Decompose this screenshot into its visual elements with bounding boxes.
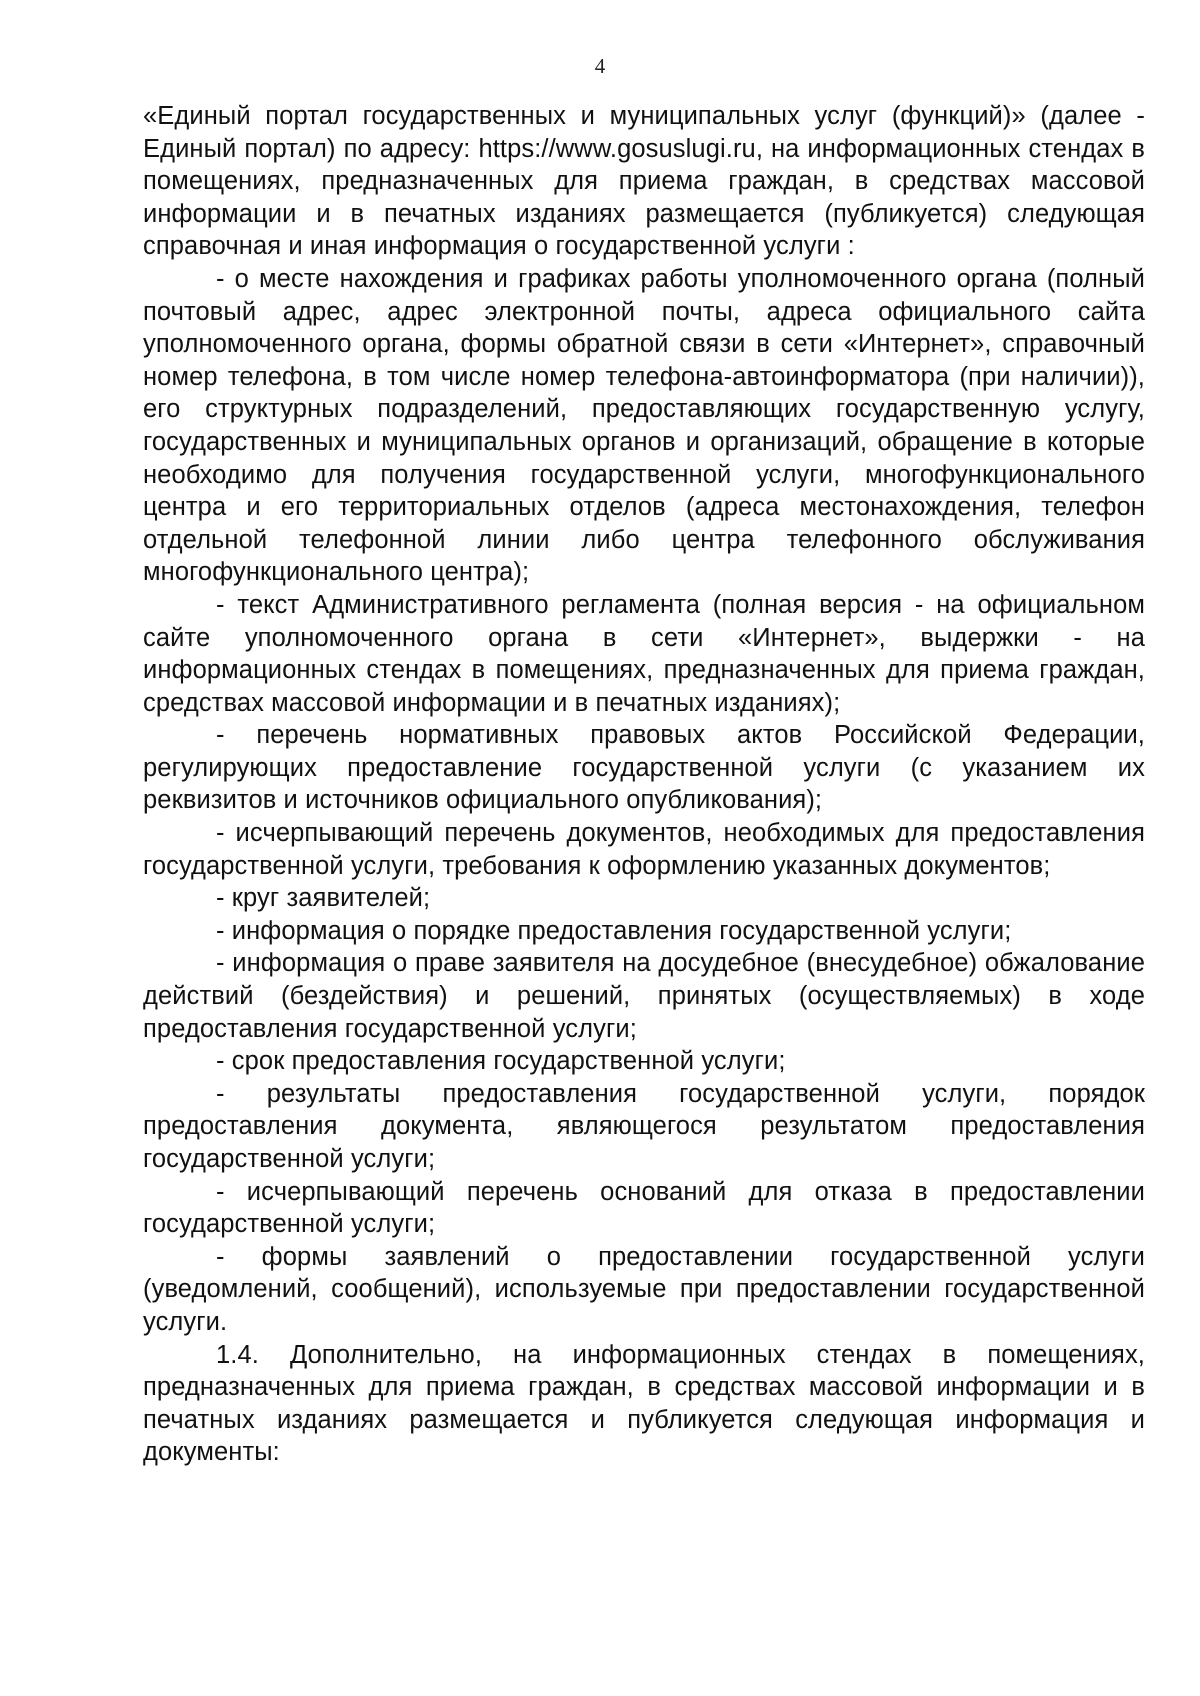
list-item-applicants: - круг заявителей; (216, 884, 431, 913)
paragraph-portal-info: «Единый портал государственных и муниципальных услуг (функций)» (далее - Единый портал) по адресу: https://www.gosuslugi.ru, на информационных стендах в помещениях, предназначенных для приема граждан, в средствах массовой информации и в печатных изданиях размещается (публикуется) следующая справочная и иная информация о государственной услуги : (143, 102, 1145, 261)
list-item-location-schedule: - о месте нахождения и графиках работы уполномоченного органа (полный почтовый адрес, адрес электронной почты, адреса официального сайта уполномоченного органа, формы обратной связи в сети «Интернет», справочный номер телефона, в том числе номер телефона-автоинформатора (при наличии)), его структурных подразделений, предоставляющих государственную услугу, государственных и муниципальных органов и организаций, обращение в которые необходимо для получения государственной услуги, многофункционального центра и его территориальных отделов (адреса местонахождения, телефон отдельной телефонной линии либо центра телефонного обслуживания многофункционального центра); (143, 264, 1145, 587)
list-item-documents-list: - исчерпывающий перечень документов, необходимых для предоставления государственной услуги, требования к оформлению указанных документов; (143, 819, 1145, 880)
list-item-regulation-text: - текст Административного регламента (полная версия - на официальном сайте уполномоченного органа в сети «Интернет», выдержки - на информационных стендах в помещениях, предназначенных для приема граждан, средствах массовой информации и в печатных изданиях); (143, 590, 1145, 717)
page-number: 4 (594, 54, 606, 78)
list-item-application-forms: - формы заявлений о предоставлении государственной услуги (уведомлений, сообщений), используемые при предоставлении государственной услуги. (143, 1242, 1145, 1336)
paragraph-section-1-4: 1.4. Дополнительно, на информационных стендах в помещениях, предназначенных для приема граждан, в средствах массовой информации и в печатных изданиях размещается и публикуется следующая информация и документы: (143, 1340, 1145, 1467)
list-item-refusal-grounds: - исчерпывающий перечень оснований для отказа в предоставлении государственной услуги; (143, 1177, 1145, 1239)
list-item-appeal-rights: - информация о праве заявителя на досудебное (внесудебное) обжалование действий (бездействия) и решений, принятых (осуществляемых) в ходе предоставления государственной услуги; (143, 949, 1145, 1043)
list-item-legal-acts: - перечень нормативных правовых актов Российской Федерации, регулирующих предоставление государственной услуги (с указанием их реквизитов и источников официального опубликования); (143, 721, 1145, 815)
list-item-service-results: - результаты предоставления государственной услуги, порядок предоставления документа, являющегося результатом предоставления государственной услуги; (143, 1079, 1145, 1173)
document-body (143, 100, 1145, 1469)
list-item-service-term: - срок предоставления государственной услуги; (216, 1047, 786, 1076)
list-item-procedure-info: - информация о порядке предоставления государственной услуги; (216, 916, 1012, 945)
